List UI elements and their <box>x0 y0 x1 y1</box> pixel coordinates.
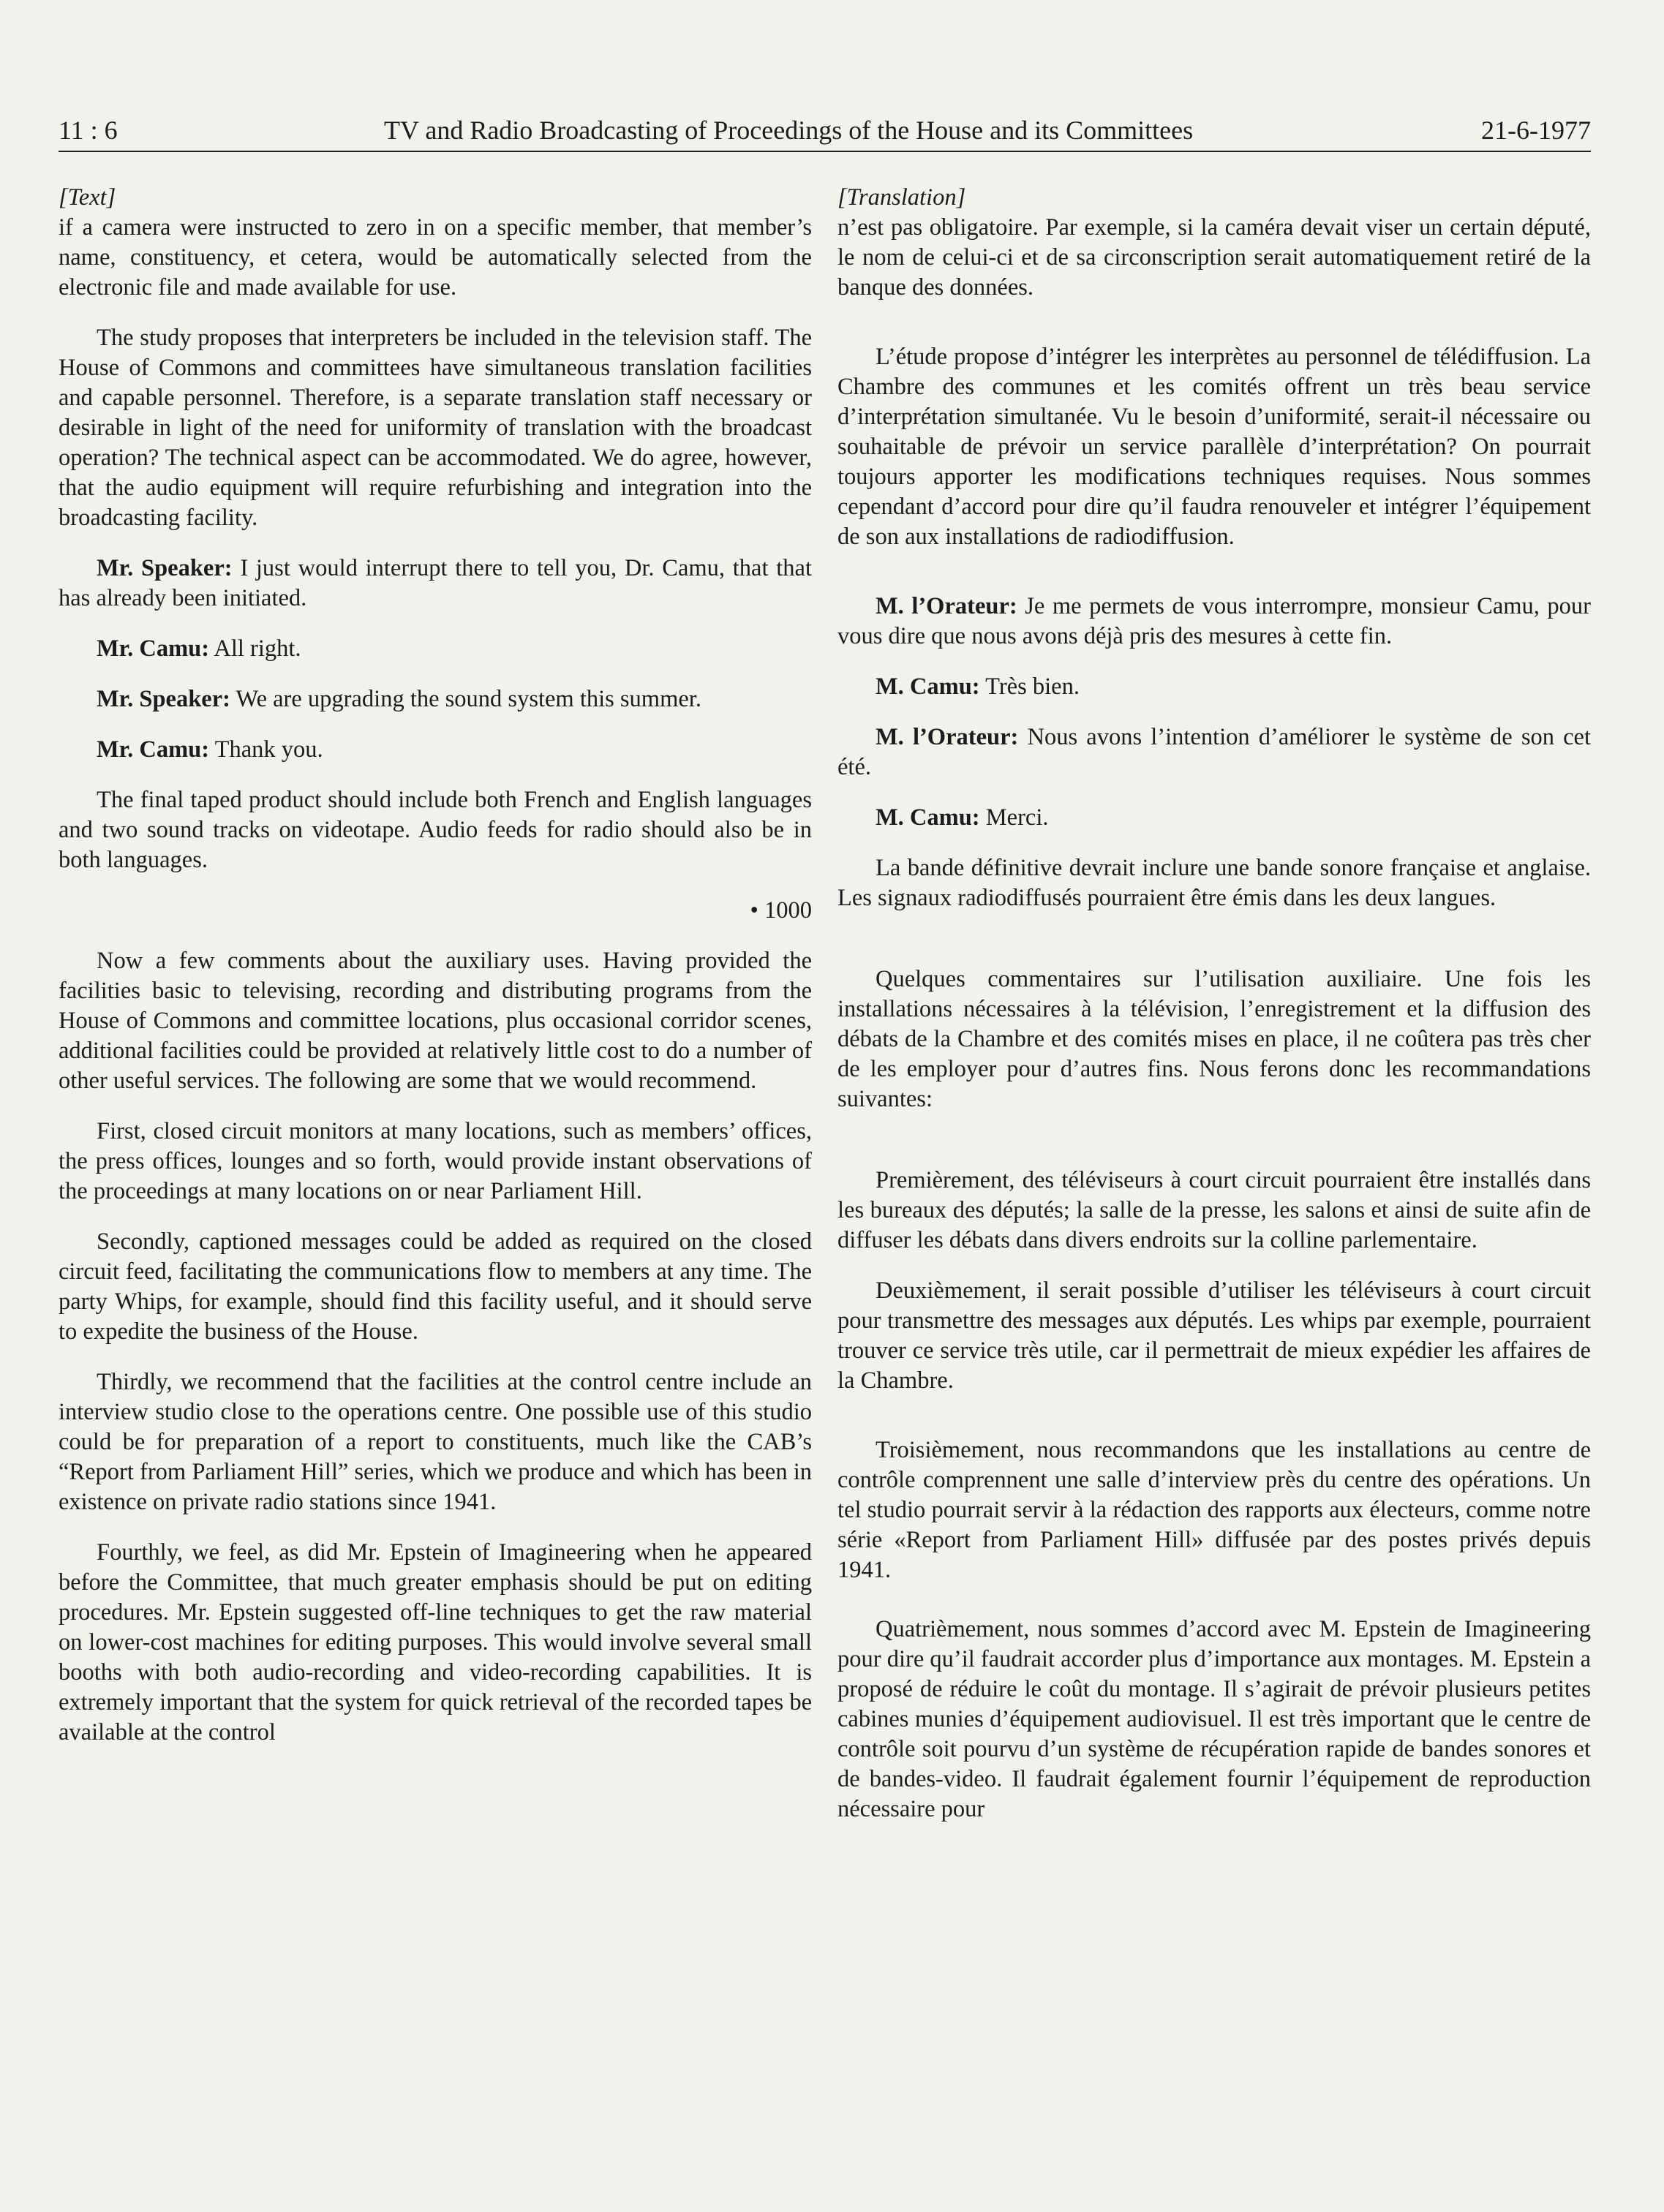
speech-text: Je me permets de vous interrompre, monsieur Camu, pour vous dire que nous avons déjà pris des mesures à cette fin. <box>837 593 1592 649</box>
paragraph: The final taped product should include both French and English languages and two sound tracks on videotape. Audio feeds for radio should also be in both languages. <box>59 787 812 873</box>
paragraph: Deuxièmement, il serait possible d’utiliser les téléviseurs à court circuit pour transmettre des messages aux députés. Les whips par exemple, pourraient trouver ce service très utile, car il permettrait de mieux expédier les affaires de la Chambre. <box>837 1277 1591 1394</box>
speaker-paragraph <box>837 592 1591 652</box>
text-tag: [Text] <box>59 184 116 211</box>
paragraph: Troisièmement, nous recommandons que les installations au centre de contrôle comprennent une salle d’interview près du centre des opérations. Un tel studio pourrait servir à la rédaction des rapports aux électeurs, comme notre série «Report from Parliament Hill» diffusée par des postes privés depuis 1941. <box>837 1437 1591 1583</box>
paragraph: Secondly, captioned messages could be added as required on the closed circuit feed, facilitating the communications flow to members at any time. The party Whips, for example, should find this facility useful, and it should serve to expedite the business of the House. <box>59 1228 812 1345</box>
paragraph: Quatrièmement, nous sommes d’accord avec M. Epstein de Imagineering pour dire qu’il faudrait accorder plus d’importance aux montages. M. Epstein a proposé de réduire le coût du montage. Il s’agirait de prévoir plusieurs petites cabines munies d’équipement audiovisuel. Il est très important que le centre de contrôle soit pourvu d’un système de récupération rapide de bandes sonores et de bandes-video. Il faudrait également fournir l’équipement de reproduction nécessaire pour <box>837 1616 1591 1822</box>
speaker-name: Mr. Speaker: <box>97 555 233 581</box>
paragraph: Thirdly, we recommend that the facilities at the control centre include an interview studio close to the operations centre. One possible use of this studio could be for preparation of a report to constituents, much like the CAB’s “Report from Parliament Hill” series, which we produce and which has been in existence on private radio stations since 1941. <box>59 1369 812 1515</box>
speaker-name: M. l’Orateur: <box>876 593 1017 619</box>
speaker-paragraph <box>59 554 812 614</box>
paragraph: The study proposes that interpreters be included in the television staff. The House of Commons and committees have simultaneous translation facilities and capable personnel. Therefore, is a separate translation staff necessary or desirable in light of the need for uniformity of translation with the broadcast operation? The technical aspect can be accommodated. We do agree, however, that the audio equipment will require refurbishing and integration into the broadcasting facility. <box>59 325 812 531</box>
page-number: 11 : 6 <box>59 116 118 145</box>
paragraph: Quelques commentaires sur l’utilisation auxiliaire. Une fois les installations nécessaires à la télévision, l’enregistrement et la diffusion des débats de la Chambre et des comités mises en place, il ne coûtera pas très cher de les employer pour d’autres fins. Nous ferons donc les recommandations suivantes: <box>837 966 1591 1112</box>
speech-text: I just would interrupt there to tell you, Dr. Camu, that that has already been initiated. <box>59 555 812 611</box>
speaker-name: M. Camu: <box>876 804 980 831</box>
paragraph: L’étude propose d’intégrer les interprètes au personnel de télédiffusion. La Chambre des communes et les comités offrent un très beau service d’interprétation simultanée. Vu le besoin d’uniformité, serait-il nécessaire ou souhaitable de prévoir un service parallèle d’interprétation? On pourrait toujours apporter les modifications techniques requises. Nous sommes cependant d’accord pour dire qu’il faudra renouveler et intégrer l’équipement de son aux installations de radiodiffusion. <box>837 344 1591 550</box>
speaker-paragraph <box>59 634 812 664</box>
english-column <box>59 183 812 1768</box>
speaker-name: M. l’Orateur: <box>876 724 1019 750</box>
running-title: TV and Radio Broadcasting of Proceedings of the House and its Committees <box>384 116 1194 145</box>
paragraph: if a camera were instructed to zero in on a specific member, that member’s name, constituency, et cetera, would be automatically selected from the electronic file and made available for use. <box>59 214 812 301</box>
speaker-name: Mr. Camu: <box>97 736 210 763</box>
french-column <box>837 183 1591 1845</box>
speaker-name: M. Camu: <box>876 673 980 700</box>
paragraph: La bande définitive devrait inclure une bande sonore française et anglaise. Les signaux radiodiffusés pourraient être émis dans les deux langues. <box>837 855 1591 911</box>
time-marker: • 1000 <box>750 897 812 924</box>
translation-tag: [Translation] <box>837 184 966 211</box>
page-date: 21-6-1977 <box>1481 116 1591 145</box>
speaker-paragraph <box>837 722 1591 782</box>
paragraph: First, closed circuit monitors at many locations, such as members’ offices, the press offices, lounges and so forth, would provide instant observations of the proceedings at many locations on or near Parliament Hill. <box>59 1118 812 1204</box>
speaker-paragraph <box>59 735 812 765</box>
paragraph: Fourthly, we feel, as did Mr. Epstein of Imagineering when he appeared before the Committee, that much greater emphasis should be put on editing procedures. Mr. Epstein suggested off-line techniques to get the raw material on lower-cost machines for editing purposes. This would involve several small booths with both audio-recording and video-recording capabilities. It is extremely important that the system for quick retrieval of the recorded tapes be available at the control <box>59 1539 812 1745</box>
speech-text: Très bien. <box>979 673 1080 700</box>
paragraph: Premièrement, des téléviseurs à court circuit pourraient être installés dans les bureaux des députés; la salle de la presse, les salons et ainsi de suite afin de diffuser les débats dans divers endroits sur la colline parlementaire. <box>837 1167 1591 1253</box>
paragraph: n’est pas obligatoire. Par exemple, si la caméra devait viser un certain député, le nom de celui-ci et de sa circonscription serait automatiquement retiré de la banque des données. <box>837 214 1591 301</box>
speaker-name: Mr. Speaker: <box>97 686 230 712</box>
speech-text: All right. <box>209 635 301 662</box>
speech-text: Merci. <box>979 804 1049 831</box>
page-header <box>59 110 1591 152</box>
speaker-name: Mr. Camu: <box>97 635 210 662</box>
speaker-paragraph <box>59 684 812 714</box>
speaker-paragraph <box>837 803 1591 833</box>
speech-text: We are upgrading the sound system this summer. <box>230 686 701 712</box>
paragraph: Now a few comments about the auxiliary uses. Having provided the facilities basic to televising, recording and distributing programs from the House of Commons and committee locations, plus occasional corridor scenes, additional facilities could be provided at relatively little cost to do a number of other useful services. The following are some that we would recommend. <box>59 948 812 1094</box>
speech-text: Nous avons l’intention d’améliorer le système de son cet été. <box>837 724 1592 780</box>
speech-text: Thank you. <box>209 736 323 763</box>
speaker-paragraph <box>837 672 1591 702</box>
